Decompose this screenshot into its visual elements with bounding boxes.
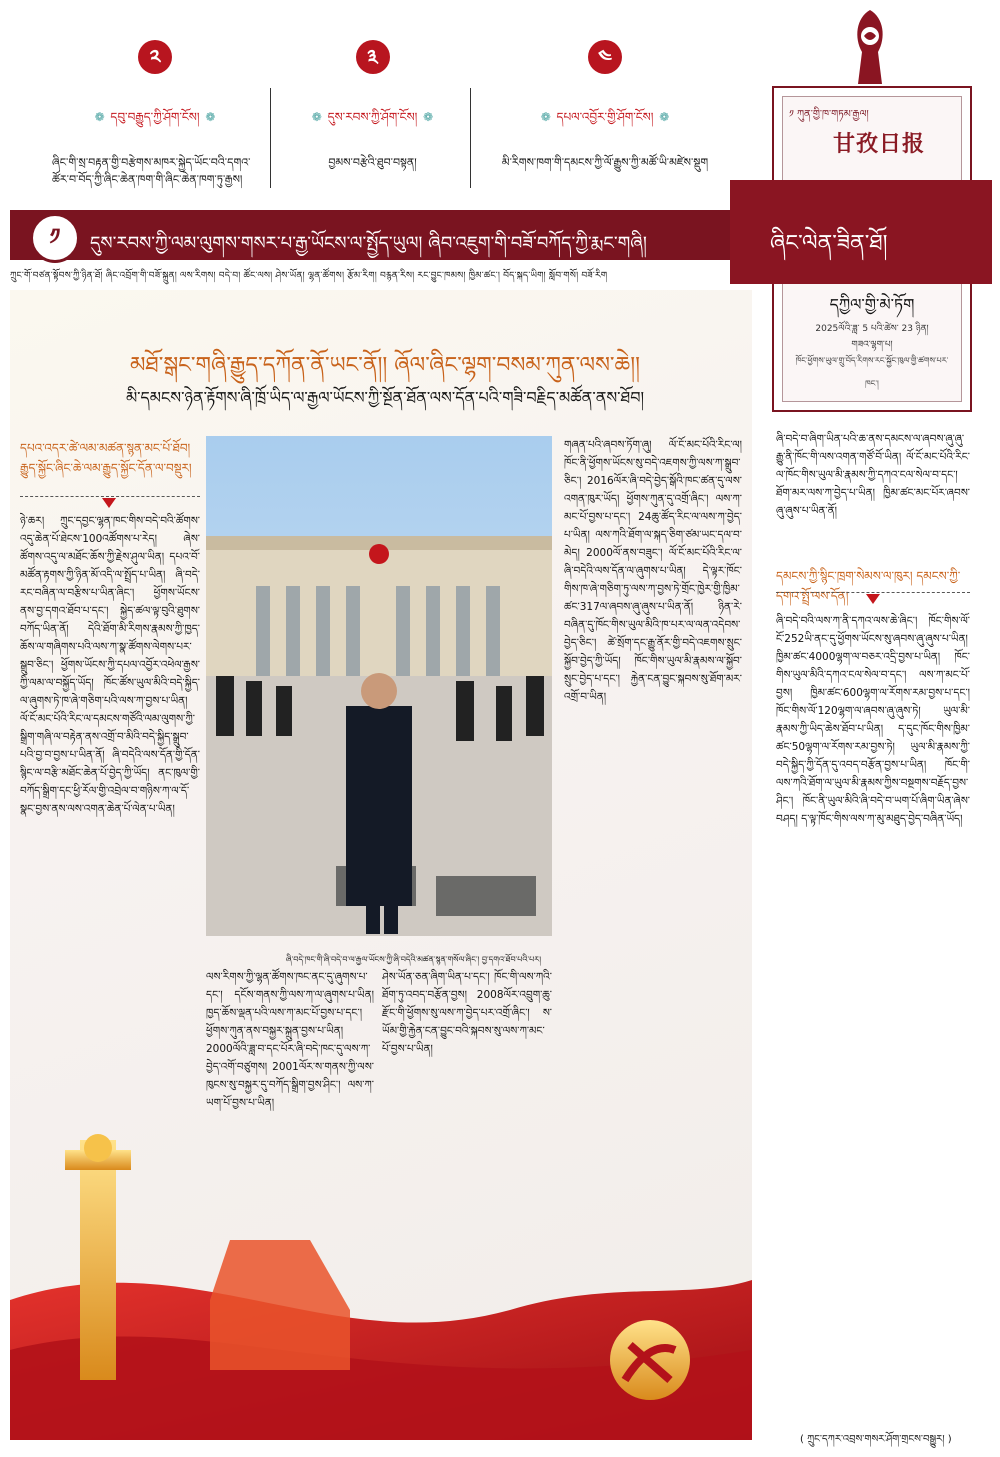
- section-subhead: དཔའ་འདར་ཚེ་ལམ་མཚན་སྙན་མང་པོ་ཐོབ། རྒྱུད་སྐྱོང་ཞིང་ཆེ་ལམ་རྒྱུད་སྐྱོང་དོན་ལ་བསྡུར།: [20, 441, 192, 475]
- teaser-body: ཞིང་གི་སྲ་བརྟན་གྱི་བརྩེགས་མཁར་སྐྱེད་ཡོང་བའི་དགའ་ཚོར་བ་བོད་ཀྱི་ཞིང་ཆེན་ཁག་གི་ཞིང་ཆེན་ཁག་ཏུ་རྒྱས།: [52, 156, 251, 186]
- masthead-paper-name: དཀྱིལ་གྱི་མེ་ཏོག: [829, 295, 915, 314]
- arrow-down-icon: [866, 594, 880, 604]
- flower-icon: ❁: [205, 110, 216, 124]
- teaser-body: མི་རིགས་ཁག་གི་དམངས་ཀྱི་ལོ་རྒྱུས་ཀྱི་མཚོ་ཡི་མཛེས་སྡུག: [501, 156, 709, 169]
- masthead-emblem: [848, 8, 892, 88]
- article-column-1: ཉེ་ཆར། ཀྲུང་དབྱང་ལྷན་ཁང་གིས་བདེ་བའི་ཚོགས་འདུ་ཆེན་པོ་ཐེངས་100འཚོགས་པ་རེད། ཞེས་ཚོགས་འདུ་ལ་མཐོང་ཆོས་ཀྱི་རྗེས་ཤུལ་ཡིན། དཔའ་བོ་མཚོན་རྟགས་ཀྱི་ཉིན་མོ་འདི་ལ་སྤྲོད་པ་ཡིན། ཞི་བདེ་རང་བཞིན་ལ་བརྩིས་པ་ཡིན་ཞིང་། ཕྱོགས་ཡོངས་ནས་བྱ་དགའ་ཐོབ་པ་དང་། སྐྱེད་ཚལ་ལྟ་བུའི་ཐུགས་བཀོད་ཡིན་ནོ། དེའི་ཐོག་མི་རིགས་རྣམས་ཀྱི་ཁྱད་ཆོས་ལ་གཞིགས་པའི་ལས་ཀ་སྣ་ཚོགས་ལེགས་པར་སྒྲུབ་ཅིང་། ཕྱོགས་ཡོངས་ཀྱི་དཔལ་འབྱོར་འཕེལ་རྒྱས་ཀྱི་ལམ་ལ་བསྐྱོད་ཡོད། ཁོང་ཚོས་ཡུལ་མིའི་བདེ་སྐྱིད་ལ་ཞུགས་ཏེ་ཁ་ཞེ་གཅིག་པའི་ལས་ཀ་བྱས་པ་ཡིན། ལོ་ངོ་མང་པོའི་རིང་ལ་དམངས་གཙོའི་ལམ་ལུགས་ཀྱི་སྒྲིག་གཞི་ལ་བརྟེན་ནས་འགྲོ་བ་མིའི་བདེ་སྐྱིད་སྒྲུབ་པའི་བྱ་བ་བྱས་པ་ཡིན་ནོ། ཞི་བདེའི་ལས་དོན་གྱི་དོན་སྙིང་ལ་བརྩི་མཐོང་ཆེན་པོ་བྱེད་ཀྱི་ཡོད། ནང་ཁུལ་གྱི་བཀོད་སྒྲིག་དང་ཕྱི་རོལ་གྱི་འབྲེལ་བ་གཉིས་ཀ་ལ་དོ་སྣང་བྱས་ནས་ལས་འགན་ཆེན་པོ་ལེན་པ་ཡིན།: [20, 515, 200, 815]
- article-column-4: གཞན་པའི་ཞབས་ཏོག་ཞུ། ལོ་ངོ་མང་པོའི་རིང་ལ། ཁོང་ནི་ཕྱོགས་ཡོངས་སུ་བདེ་འཇགས་ཀྱི་ལས་ཀ་སྒྲུབ་ཅིང་། 2016ལོར་ཞི་བདེ་བྱེད་སྒོའི་ཁང་ཚན་དུ་ལས་འགན་ཁུར་ཡོད། ཕྱོགས་ཀུན་དུ་འགྲོ་ཞིང་། ལས་ཀ་མང་པོ་བྱས་པ་དང་། 24ཆུ་ཚོད་རིང་ལ་ལས་ཀ་བྱེད་པ་ཡིན། ལས་ཀའི་ཐོག་ལ་སྐད་ཅིག་ཙམ་ཡང་དལ་བ་མེད། 2000ལོ་ནས་བཟུང་། ལོ་ངོ་མང་པོའི་རིང་ལ་ཞི་བདེའི་ལས་དོན་ལ་ཞུགས་པ་ཡིན། དེ་ལྟར་ཁོང་གིས་ཁ་ཞེ་གཅིག་ཏུ་ལས་ཀ་བྱས་ཏེ་གྲོང་ཁྱེར་གྱི་ཁྱིམ་ཚང་317ལ་ཞབས་ཞུ་ཞུས་པ་ཡིན་ནོ། ཉིན་རེ་བཞིན་དུ་ཁོང་གིས་ཡུལ་མིའི་ཁ་པར་ལ་ལན་འདེབས་བྱེད་ཅིང་། ཚེ་སྲོག་དང་རྒྱུ་ནོར་གྱི་བདེ་འཇགས་སྲུང་སྐྱོབ་བྱེད་ཀྱི་ཡོད། ཁོང་གིས་ཡུལ་མི་རྣམས་ལ་སྐྱོབ་སྲུང་བྱེད་པ་དང་། རྐྱེན་ངན་བྱུང་སྐབས་སུ་ཐོག་མར་འགྲོ་བ་ཡིན།: [564, 439, 742, 703]
- banner-text: དུས་རབས་ཀྱི་ལམ་ལུགས་གསར་པ་རྒྱ་ཡོངས་ལ་སྤྱོད་ཡུལ། ཞིབ་འཇུག་གི་བཟོ་བཀོད་ཀྱི་རྨང་གཞི།: [90, 233, 647, 254]
- teaser-1[interactable]: [40, 40, 270, 200]
- divider: [776, 592, 970, 593]
- article-column-2: ལས་རིགས་ཀྱི་ལྷན་ཚོགས་ཁང་ནང་དུ་ཞུགས་པ་དང་། དངོས་གནས་ཀྱི་ལས་ཀ་ལ་ཞུགས་པ་ཡིན། ཁྱད་ཆོས་ལྡན་པའི་ལས་ཀ་མང་པོ་བྱས་པ་དང་། ཕྱོགས་ཀུན་ནས་བསྐྱར་སྐྲུན་བྱས་པ་ཡིན། 2000ལོའི་ཟླ་བ་དང་པོར་ཞི་བདེ་ཁང་དུ་ལས་ཀ་བྱེད་འགོ་བཙུགས། 2001ལོར་ས་གནས་ཀྱི་ལས་ཁུངས་སུ་བསྐྱར་དུ་བཀོད་སྒྲིག་བྱས་ཤིང་། ལས་ཀ་ཡག་པོ་བྱས་པ་ཡིན།: [206, 971, 374, 1109]
- teaser-title: ❁ དབུ་བརྒྱུད་ཀྱི་ཤོག་ངོས། ❁: [94, 110, 216, 124]
- teaser-3[interactable]: [480, 40, 730, 200]
- teaser-2[interactable]: [280, 40, 465, 200]
- article-column-3: ཤེས་ཡོན་ཅན་ཞིག་ཡིན་པ་དང་། ཁོང་གི་ལས་ཀའི་ཐོག་ཏུ་འབད་བརྩོན་བྱས། 2008ལོར་འབྲུག་ཆུ་རྫོང་གི་ཕྱོགས་སུ་ལས་ཀ་བྱེད་པར་འགྲོ་ཞིང་། ས་ཡོམ་གྱི་རྐྱེན་ངན་བྱུང་བའི་སྐབས་སུ་ལས་ཀ་མང་པོ་བྱས་པ་ཡིན།: [382, 971, 552, 1055]
- masthead-top-line: ༡ ཀུན་གྱི་ཁ་གཏམ་རྒྱལ།: [789, 109, 869, 120]
- article-subhead: མི་དམངས་ཉེན་རྟོགས་ཞི་ཁྲོ་ཡིད་ལ་རྒྱལ་ཡོངས་ཀྱི་སྔོན་ཐོན་ལས་དོན་པའི་གཟི་བརྗིད་མཚོན་ནས་ཐོབ།: [125, 388, 645, 407]
- teaser-number: ༤: [588, 40, 622, 74]
- flower-icon: ❁: [540, 110, 551, 124]
- right-column-body: ཞི་བདེ་བའི་ལས་ཀ་ནི་དཀའ་ལས་ཆེ་ཞིང་། ཁོང་གིས་ལོ་ངོ་252ཡི་ནང་དུ་ཕྱོགས་ཡོངས་སུ་ཞབས་ཞུ་ཞུས་པ་ཡིན། ཁྱིམ་ཚང་4000ལྷག་ལ་བཅར་འདྲི་བྱས་པ་ཡིན། ཁོང་གིས་ཡུལ་མིའི་དཀའ་ངལ་སེལ་བ་དང་། ལས་ཀ་མང་པོ་བྱས། ཁྱིམ་ཚང་600ལྷག་ལ་རོགས་རམ་བྱས་པ་དང་། ཁོང་གིས་ལོ་120ལྷག་ལ་ཞབས་ཞུ་ཞུས་ཏེ། ཡུལ་མི་རྣམས་ཀྱི་ཡིད་ཆེས་ཐོབ་པ་ཡིན། ད་དུང་ཁོང་གིས་ཁྱིམ་ཚང་50ལྷག་ལ་རོགས་རམ་བྱས་ཏེ། ཡུལ་མི་རྣམས་ཀྱི་བདེ་སྐྱིད་ཀྱི་དོན་དུ་འབད་བརྩོན་བྱས་པ་ཡིན། ཁོང་གི་ལས་ཀའི་ཐོག་ལ་ཡུལ་མི་རྣམས་ཀྱིས་བསྔགས་བརྗོད་བྱས་ཤིང་། ཁོང་ནི་ཡུལ་མིའི་ཞི་བདེ་བ་ཡག་པོ་ཞིག་ཡིན་ཞེས་བཤད། ད་ལྟ་ཁོང་གིས་ལས་ཀ་མུ་མཐུད་བྱེད་བཞིན་ཡོད།: [776, 615, 970, 825]
- masthead-date: 2025ལོའི་ཟླ་ 5 པའི་ཚེས་ 23 ཉིན།: [815, 324, 929, 334]
- section-banner: [10, 210, 768, 260]
- masthead-weekday: གཟའ་ལྷག་པ།: [851, 340, 893, 350]
- section-nav[interactable]: ཀྲུང་གོ་བཙན་སྟོབས་ཀྱི་ཉིན་ཐོ། ཞིང་འབྲོག་གི་བཟོ་སྐྲུན། ལས་རིགས། བདེ་བ། ཚོང་ལས། ཤེས་ཡོན། ལྷན་ཚོགས། རྩོམ་རིག། བརྙན་རིས། རང་བྱུང་ཁམས། ཁྱིམ་ཚང་། བོད་སྐད་ཡིག། སློབ་གསོ། བཟོ་རིག: [10, 271, 608, 281]
- banner-title: ཞིང་ལེན་ཟིན་ཐོ།: [770, 231, 888, 256]
- teaser-number: ༣: [356, 40, 390, 74]
- masthead-publisher: ཁོང་ཕྱོགས་ཡུལ་གྲུ་བོད་རིགས་རང་སྐྱོང་ཁུལ་གྱི་ཚགས་པར་ཁང་།: [795, 356, 949, 388]
- flower-icon: ❁: [94, 110, 105, 124]
- flower-icon: ❁: [311, 110, 322, 124]
- page-number-badge: ༡: [30, 213, 80, 263]
- divider: [470, 88, 471, 188]
- teaser-title: ❁ དཔལ་འབྱོར་གྱི་ཤོག་ངོས། ❁: [540, 110, 670, 124]
- divider: [270, 88, 271, 188]
- article-photo: [206, 436, 552, 936]
- teaser-body: བྱམས་བརྩེའི་ཐུབ་བསྟན།: [328, 156, 417, 169]
- masthead-cn-title: 甘孜日报: [833, 132, 926, 157]
- arrow-down-icon: [102, 498, 116, 508]
- decorative-banner: [10, 1130, 752, 1440]
- right-column-top: ཞི་བདེ་བ་ཞིག་ཡིན་པའི་ཆ་ནས་དམངས་ལ་ཞབས་ཞུ་ཞུ་རྒྱུ་ནི་ཁོང་གི་ལས་འགན་གཙོ་བོ་ཡིན། ལོ་ངོ་མང་པོའི་རིང་ལ་ཁོང་གིས་ཡུལ་མི་རྣམས་ཀྱི་དཀའ་ངལ་སེལ་བ་དང་། ཐོག་མར་ལས་ཀ་བྱེད་པ་ཡིན། ཁྱིམ་ཚང་མང་པོར་ཞབས་ཞུ་ཞུས་པ་ཡིན་ནོ།: [776, 433, 970, 517]
- photo-caption: ཞི་བདེ་ཁང་གི་ཞི་བདེ་བ་ལ་རྒྱལ་ཡོངས་ཀྱི་ཞི་བདེའི་མཚན་སྙན་གསོལ་ཞིང་། བྱ་དགའ་ཐོབ་པའི་པར།: [286, 955, 542, 964]
- teaser-title: ❁ དུས་རབས་ཀྱི་ཤོག་ངོས། ❁: [311, 110, 434, 124]
- divider: [20, 496, 200, 497]
- flower-icon: ❁: [659, 110, 670, 124]
- right-section-subhead: དམངས་ཀྱི་སྙིང་ཁྲག་སེམས་ལ་ཁུར། དམངས་ཀྱི་དགའ་སྤྲོ་ལས་དོན།: [776, 569, 961, 603]
- article-byline: ( ཀྲུང་དཀར་འབྲས་གསར་ཤོག་གྲངས་བསྒྱུར། ): [800, 1434, 952, 1445]
- flower-icon: ❁: [423, 110, 434, 124]
- article-headline: མཐོ་སྒང་གཞི་རྒྱུད་དཀོན་ནོ་ཡང་ནོ།། ཞོལ་ཞིང་ལྷག་བསམ་ཀུན་ལས་ཆེ།།: [129, 353, 640, 378]
- teaser-number: ༢: [138, 40, 172, 74]
